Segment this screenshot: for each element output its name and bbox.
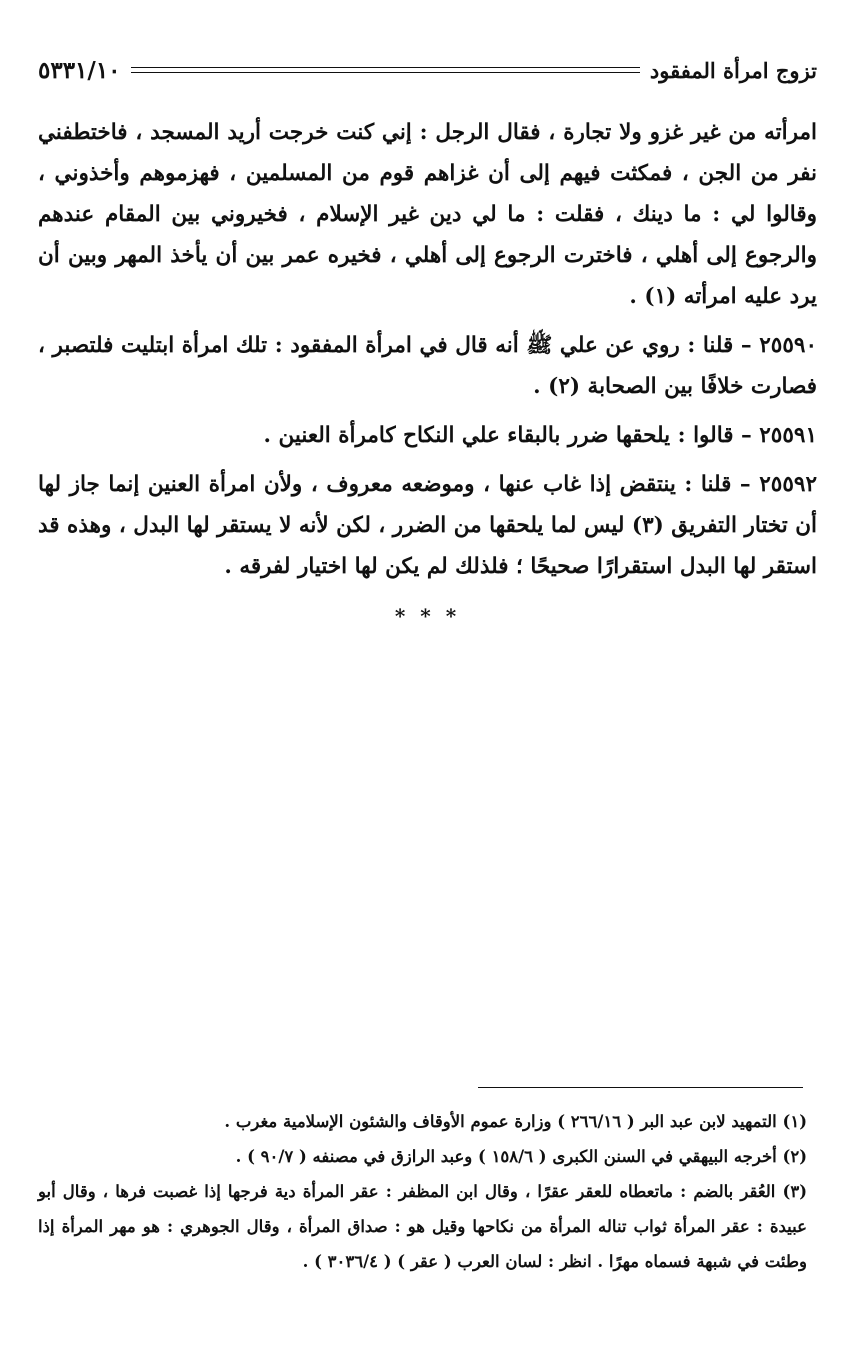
page-number: ٥٣٣١/١٠ (38, 56, 121, 84)
section-separator: * * * (394, 604, 461, 628)
paragraph-text: – قلنا : روي عن علي ﷺ أنه قال في امرأة المفقود : تلك امرأة ابتليت فلتصبر ، فصارت خلافًا بين الصحابة (٢) . (38, 333, 817, 399)
paragraph-number: ٢٥٥٩١ (759, 423, 817, 448)
paragraph (38, 464, 817, 587)
header-rule (131, 67, 640, 73)
header-title: تزوج امرأة المفقود (649, 57, 817, 83)
running-header (38, 50, 817, 90)
footnote: (٣) العُقر بالضم : ماتعطاه للعقر عقرًا ، وقال ابن المظفر : عقر المرأة دية فرجها إذا غصبت فرها ، وقال أبو عبيدة : عقر المرأة ثواب تناله المرأة من نكاحها وقيل هو : صداق المرأة ، وقال الجوهري : هو مهر المرأة إذا وطئت في شبهة فسماه مهرًا . انظر : لسان العرب ( عقر ) ( ٣٠٣٦/٤ ) . (38, 1182, 807, 1271)
paragraph-number: ٢٥٥٩٠ (759, 333, 817, 358)
footnote-rule (478, 1087, 803, 1088)
footnote: (٢) أخرجه البيهقي في السنن الكبرى ( ١٥٨/٦ ) وعبد الرازق في مصنفه ( ٩٠/٧ ) . (235, 1147, 807, 1166)
paragraph-text: – قلنا : ينتقض إذا غاب عنها ، وموضعه معروف ، ولأن امرأة العنين إنما جاز لها أن تختار التفريق (٣) ليس لما يلحقها من الضرر ، لكن لأنه لا يستقر لها البدل ، وهذه قد استقر لها البدل استقرارًا صحيحًا ؛ فلذلك لم يكن لها اختيار لفرقه . (38, 472, 817, 579)
paragraph (38, 415, 817, 456)
paragraph-text: – قالوا : يلحقها ضرر بالبقاء علي النكاح كامرأة العنين . (263, 423, 760, 448)
paragraph-text: امرأته من غير غزو ولا تجارة ، فقال الرجل : إني كنت خرجت أريد المسجد ، فاختطفني نفر من الجن ، فمكثت فيهم إلى أن غزاهم قوم من المسلمين ، فهزموهم وأخذوني ، وقالوا لي : ما دينك ، فقلت : ما لي دين غير الإسلام ، فخيروني بين المقام عندهم والرجوع إلى أهلي ، فاخترت الرجوع إلى أهلي ، فخيره عمر بين أن يأخذ المهر وبين أن يرد عليه امرأته (١) . (38, 120, 817, 309)
paragraph (38, 112, 817, 317)
body-text (38, 112, 817, 595)
footnote: (١) التمهيد لابن عبد البر ( ٢٦٦/١٦ ) وزارة عموم الأوقاف والشئون الإسلامية مغرب . (224, 1112, 807, 1131)
paragraph (38, 325, 817, 407)
paragraph-number: ٢٥٥٩٢ (759, 472, 817, 497)
footnotes (38, 1104, 807, 1279)
